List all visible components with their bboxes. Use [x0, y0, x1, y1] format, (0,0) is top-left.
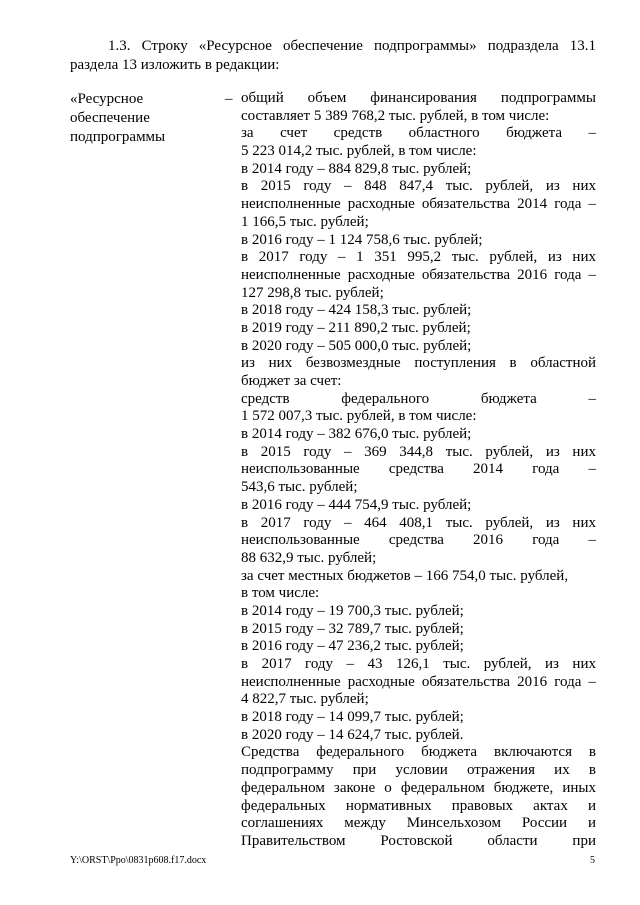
content-line: общий объем финансирования подпрограммы	[241, 90, 596, 106]
content-line: в 2020 году – 14 624,7 тыс. рублей.	[241, 726, 464, 743]
content-line: в 2017 году – 464 408,1 тыс. рублей, из них	[241, 514, 596, 531]
content-line: в 2014 году – 19 700,3 тыс. рублей;	[241, 602, 464, 619]
content-line: федеральном законе о федеральном бюджете, иных	[241, 779, 596, 796]
content-line: неиспользованные средства 2014 года –	[241, 461, 596, 478]
content-line: за счет средств областного бюджета –	[241, 125, 596, 142]
content-line: подпрограмму при условии отражения их в	[241, 762, 596, 779]
content-line: 5 223 014,2 тыс. рублей, в том числе:	[241, 143, 477, 160]
intro-line-1: 1.3. Строку «Ресурсное обеспечение подпрограммы» подраздела 13.1	[108, 38, 596, 54]
content-line: в 2015 году – 32 789,7 тыс. рублей;	[241, 620, 464, 637]
content-line: составляет 5 389 768,2 тыс. рублей, в том числе:	[241, 107, 550, 124]
content-line: 4 822,7 тыс. рублей;	[241, 691, 369, 708]
content-line: за счет местных бюджетов – 166 754,0 тыс. рублей,	[241, 567, 569, 584]
content-line: в 2014 году – 382 676,0 тыс. рублей;	[241, 426, 472, 443]
row-label-line-1: «Ресурсное	[70, 91, 144, 107]
intro-line-2: раздела 13 изложить в редакции:	[70, 57, 280, 73]
content-line: федеральных нормативных правовых актах и	[241, 797, 596, 814]
content-line: в 2016 году – 47 236,2 тыс. рублей;	[241, 638, 464, 655]
content-line: в том числе:	[241, 585, 320, 602]
content-line: из них безвозмездные поступления в областной	[241, 355, 596, 372]
content-line: в 2016 году – 444 754,9 тыс. рублей;	[241, 496, 472, 513]
content-line: в 2018 году – 14 099,7 тыс. рублей;	[241, 709, 464, 726]
content-line: в 2020 году – 505 000,0 тыс. рублей;	[241, 337, 472, 354]
content-line: Правительством Ростовской области при	[241, 832, 596, 849]
row-label-line-3: подпрограммы	[70, 129, 166, 145]
row-dash: –	[225, 91, 233, 107]
content-line: в 2016 году – 1 124 758,6 тыс. рублей;	[241, 231, 483, 248]
content-line: бюджет за счет:	[241, 373, 342, 389]
content-line: в 2017 году – 43 126,1 тыс. рублей, из них	[241, 656, 596, 672]
content-line: в 2019 году – 211 890,2 тыс. рублей;	[241, 319, 471, 336]
content-line: 88 632,9 тыс. рублей;	[241, 549, 377, 566]
content-line: в 2015 году – 369 344,8 тыс. рублей, из них	[241, 443, 596, 460]
content-line: 1 572 007,3 тыс. рублей, в том числе:	[241, 408, 477, 425]
content-line: Средства федерального бюджета включаются в	[241, 744, 596, 761]
content-line: в 2018 году – 424 158,3 тыс. рублей;	[241, 302, 472, 319]
content-line: неисполненные расходные обязательства 2016 года –	[241, 266, 596, 283]
content-line: в 2014 году – 884 829,8 тыс. рублей;	[241, 160, 472, 177]
row-label	[70, 90, 230, 147]
intro-paragraph	[70, 37, 596, 75]
funding-content	[241, 90, 596, 851]
content-line: неисполненные расходные обязательства 2014 года –	[241, 196, 596, 213]
content-line: 1 166,5 тыс. рублей;	[241, 213, 369, 230]
footer-page-number: 5	[590, 855, 595, 866]
content-line: в 2015 году – 848 847,4 тыс. рублей, из них	[241, 178, 596, 195]
footer-file-path: Y:\ORST\Ppo\0831p608.f17.docx	[70, 855, 207, 866]
content-line: неисполненные расходные обязательства 2016 года –	[241, 673, 596, 690]
row-label-line-2: обеспечение	[70, 110, 150, 126]
content-line: 543,6 тыс. рублей;	[241, 479, 358, 496]
content-line: 127 298,8 тыс. рублей;	[241, 284, 384, 301]
content-line: неиспользованные средства 2016 года –	[241, 532, 596, 549]
content-line: средств федерального бюджета –	[241, 390, 596, 407]
content-line: соглашениях между Минсельхозом России и	[241, 815, 596, 832]
content-line: в 2017 году – 1 351 995,2 тыс. рублей, из них	[241, 249, 596, 266]
